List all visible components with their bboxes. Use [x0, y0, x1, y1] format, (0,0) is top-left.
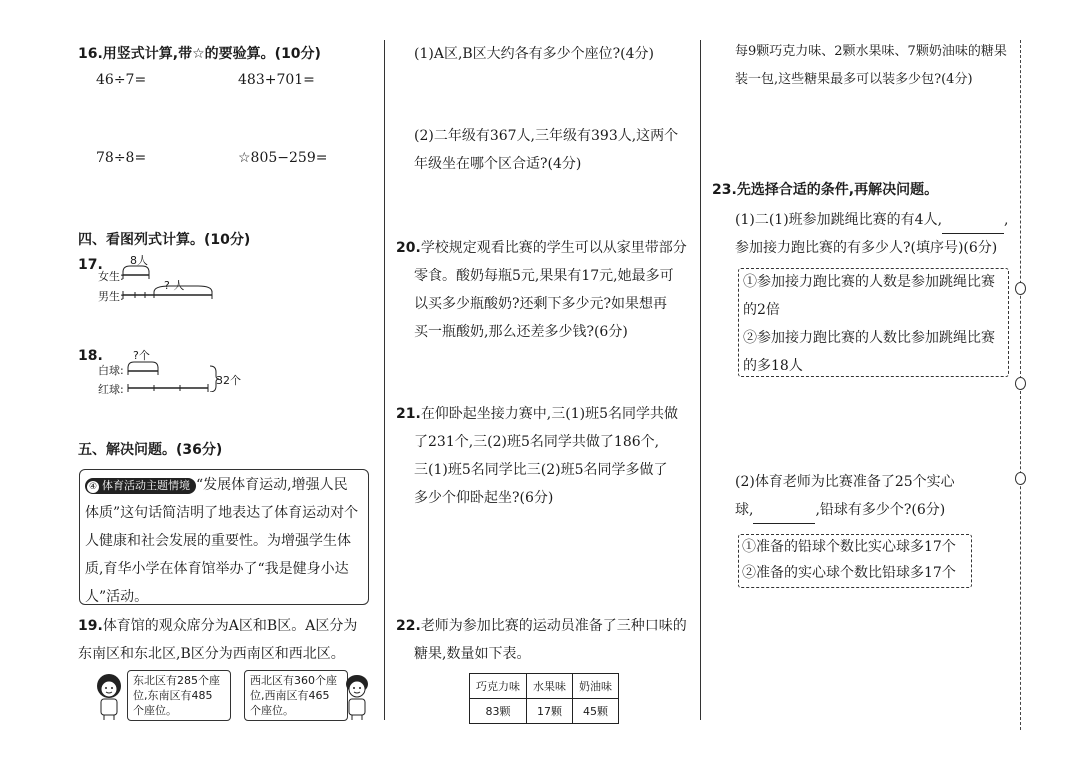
binding-hole-1: [1015, 282, 1026, 295]
q19-part1: (1)A区,B区大约各有多少个座位?(4分): [414, 46, 655, 62]
section-5-title: 五、解决问题。(36分): [78, 442, 223, 458]
q16-expr-2: 483+701=: [238, 72, 315, 88]
boy-icon: [340, 672, 374, 720]
binding-hole-3: [1015, 472, 1026, 485]
section-4-title: 四、看图列式计算。(10分): [78, 232, 251, 248]
q18-q-label: ?个: [133, 349, 150, 362]
q18-diagram: [124, 356, 219, 392]
q17-top-label: 8人: [130, 254, 148, 267]
q23-options-1: ①参加接力跑比赛的人数是参加跳绳比赛 的2倍 ②参加接力跑比赛的人数比参加跳绳比赛 的多18人: [743, 274, 995, 374]
q23-title: 23.先选择合适的条件,再解决问题。: [712, 182, 939, 198]
q22-text: 22.老师为参加比赛的运动员准备了三种口味的 糖果,数量如下表。: [396, 618, 687, 662]
table-row: [470, 699, 619, 724]
q18-total-label: 32个: [216, 374, 241, 387]
q18-number: 18.: [78, 348, 103, 364]
q17-q-label: ? 人: [164, 279, 185, 292]
table-cell: 17颗: [527, 699, 573, 724]
q17-diagram: [120, 262, 220, 302]
q17-boys-label: 男生:: [98, 290, 124, 303]
q23-part1: (1)二(1)班参加跳绳比赛的有4人, , 参加接力跑比赛的有多少人?(填序号)(6分): [735, 212, 1009, 256]
q22-continued: 每9颗巧克力味、2颗水果味、7颗奶油味的糖果 装一包,这些糖果最多可以装多少包?(4分): [735, 44, 1007, 87]
candy-table: [469, 673, 619, 724]
q18-red-label: 红球:: [98, 383, 124, 396]
theme-tag: ④ 体育活动主题情境: [85, 478, 196, 494]
table-cell: 45颗: [573, 699, 619, 724]
blank-line[interactable]: [942, 219, 1004, 234]
q16-expr-4: ☆805−259=: [238, 150, 328, 166]
q20-text: 20.学校规定观看比赛的学生可以从家里带部分 零食。酸奶每瓶5元,果果有17元,她最多可 以买多少瓶酸奶?还剩下多少元?如果想再 买一瓶酸奶,那么还差多少钱?(6分): [396, 240, 687, 340]
binding-hole-2: [1015, 377, 1026, 390]
q23-part2: (2)体育老师为比赛准备了25个实心 球, ,铅球有多少个?(6分): [735, 468, 955, 524]
table-header: 水果味: [527, 674, 573, 699]
table-cell: 83颗: [470, 699, 527, 724]
q21-text: 21.在仰卧起坐接力赛中,三(1)班5名同学共做 了231个,三(2)班5名同学共做了186个, 三(1)班5名同学比三(2)班5名同学多做了 多少个仰卧起坐?(6分): [396, 406, 678, 506]
q19-text: 19.体育馆的观众席分为A区和B区。A区分为 东南区和东北区,B区分为西南区和西北区。: [78, 618, 358, 662]
q18-white-label: 白球:: [98, 364, 124, 377]
q19-part2: (2)二年级有367人,三年级有393人,这两个 年级坐在哪个区合适?(4分): [414, 128, 679, 172]
table-header: 巧克力味: [470, 674, 527, 699]
q17-girls-label: 女生:: [98, 270, 124, 283]
q23-options-2: ①准备的铅球个数比实心球多17个 ②准备的实心球个数比铅球多17个: [742, 539, 956, 581]
table-header: 奶油味: [573, 674, 619, 699]
blank-line[interactable]: [753, 509, 815, 524]
table-header-row: [470, 674, 619, 699]
q16-expr-3: 78÷8=: [96, 150, 147, 166]
q19-bubble-east: 东北区有285个座 位,东南区有485 个座位。: [127, 670, 231, 721]
girl-icon: [92, 672, 126, 720]
q16-expr-1: 46÷7=: [96, 72, 147, 88]
q19-bubble-west: 西北区有360个座 位,西南区有465 个座位。: [244, 670, 348, 721]
q16-title: 16.用竖式计算,带☆的要验算。(10分): [78, 46, 321, 62]
theme-text: ④ 体育活动主题情境 “发展体育运动,增强人民 体质”这句话简洁明了地表达了体育运动对个 人健康和社会发展的重要性。为增强学生体 质,育华小学在体育馆举办了“我是健身小达 人”活动。: [85, 477, 359, 605]
column-divider-2: [700, 40, 701, 720]
column-divider-1: [384, 40, 385, 720]
q17-number: 17.: [78, 257, 103, 273]
